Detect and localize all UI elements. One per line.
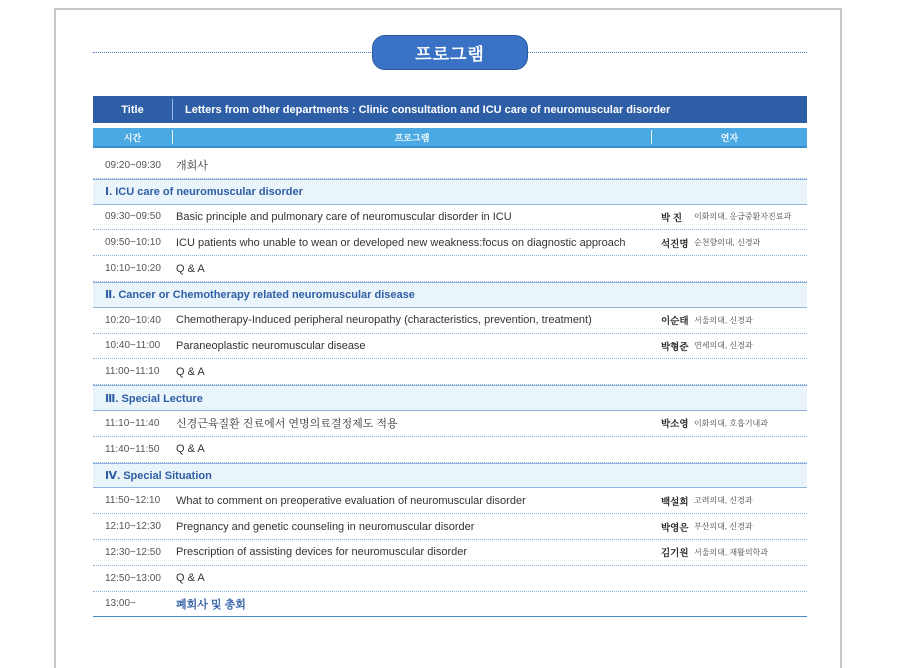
schedule-row [93, 514, 807, 540]
page-title: 프로그램 [372, 35, 528, 70]
title-bar [93, 96, 807, 123]
speaker-name: 박형준 [661, 341, 689, 353]
speaker-name: 박소영 [661, 419, 689, 431]
schedule-row [93, 334, 807, 360]
column-header-speaker: 연자 [720, 132, 739, 143]
time-cell: 09:30~09:50 [105, 211, 161, 223]
speaker-name: 박 진 [661, 212, 682, 224]
title-bar-value: Letters from other departments : Clinic consultation and ICU care of neuromuscular disorder [185, 103, 671, 116]
time-cell: 11:40~11:50 [105, 443, 160, 455]
section-row [93, 463, 807, 489]
schedule-row [93, 540, 807, 566]
program-cell: ICU patients who unable to wean or developed new weakness:focus on diagnostic approach [176, 236, 626, 249]
speaker-name: 김기원 [661, 548, 689, 560]
program-cell: Basic principle and pulmonary care of neuromuscular disorder in ICU [176, 210, 512, 223]
section-title: Ⅱ. Cancer or Chemotherapy related neuromuscular disease [105, 289, 415, 302]
program-cell: Q & A [176, 365, 205, 378]
speaker-name: 석진명 [661, 238, 689, 250]
speaker-name: 백설희 [661, 496, 689, 508]
schedule-row [93, 153, 807, 179]
schedule-row [93, 359, 807, 385]
schedule-row [93, 230, 807, 256]
column-header [93, 128, 807, 148]
time-cell: 12:50~13:00 [105, 572, 161, 584]
time-cell: 09:50~10:10 [105, 237, 161, 249]
time-cell: 12:10~12:30 [105, 521, 161, 533]
schedule-row [93, 488, 807, 514]
time-cell: 11:00~11:10 [105, 366, 160, 378]
section-title: Ⅰ. ICU care of neuromuscular disorder [105, 186, 303, 199]
speaker-affiliation: 서울의대, 신경과 [694, 315, 753, 325]
program-cell: 신경근육질환 진료에서 연명의료결정제도 적용 [176, 418, 398, 431]
speaker-affiliation: 고려의대, 신경과 [694, 496, 753, 506]
section-title: Ⅳ. Special Situation [105, 469, 212, 482]
schedule-row [93, 205, 807, 231]
time-cell: 10:20~10:40 [105, 314, 161, 326]
program-cell: Chemotherapy-Induced peripheral neuropathy (characteristics, prevention, treatment) [176, 314, 592, 327]
section-row [93, 282, 807, 308]
program-cell: What to comment on preoperative evaluation of neuromuscular disorder [176, 494, 526, 507]
title-bar-separator [172, 99, 173, 120]
program-cell: Q & A [176, 262, 205, 275]
speaker-affiliation: 이화의대, 호흡기내과 [694, 418, 768, 428]
time-cell: 13:00~ [105, 598, 136, 610]
time-cell: 12:30~12:50 [105, 546, 161, 558]
section-row [93, 385, 807, 411]
column-header-program: 프로그램 [394, 132, 430, 143]
time-cell: 11:10~11:40 [105, 417, 160, 429]
schedule-row [93, 308, 807, 334]
speaker-affiliation: 부산의대, 신경과 [694, 522, 753, 532]
speaker-name: 박영은 [661, 522, 689, 534]
program-table [93, 153, 807, 617]
speaker-affiliation: 순천향의대, 신경과 [694, 238, 761, 248]
speaker-affiliation: 이화의대, 응급중환자진료과 [694, 212, 792, 222]
column-header-time: 시간 [123, 132, 142, 143]
schedule-row [93, 411, 807, 437]
schedule-row [93, 592, 807, 618]
title-bar-label: Title [121, 103, 144, 116]
time-cell: 10:40~11:00 [105, 340, 161, 352]
program-cell: 폐회사 및 총회 [176, 598, 246, 611]
time-cell: 10:10~10:20 [105, 263, 161, 275]
speaker-affiliation: 서울의대, 재활의학과 [694, 547, 768, 557]
program-cell: Prescription of assisting devices for neuromuscular disorder [176, 546, 468, 559]
schedule-row [93, 566, 807, 592]
schedule-row [93, 256, 807, 282]
speaker-affiliation: 연세의대, 신경과 [694, 341, 753, 351]
program-cell: 개회사 [176, 160, 208, 173]
section-row [93, 179, 807, 205]
program-cell: Paraneoplastic neuromuscular disease [176, 339, 366, 352]
program-cell: Pregnancy and genetic counseling in neuromuscular disorder [176, 520, 475, 533]
program-cell: Q & A [176, 572, 205, 585]
program-cell: Q & A [176, 443, 205, 456]
time-cell: 09:20~09:30 [105, 159, 161, 171]
time-cell: 11:50~12:10 [105, 495, 161, 507]
speaker-name: 이순태 [661, 316, 689, 328]
section-title: Ⅲ. Special Lecture [105, 392, 203, 405]
schedule-row [93, 437, 807, 463]
